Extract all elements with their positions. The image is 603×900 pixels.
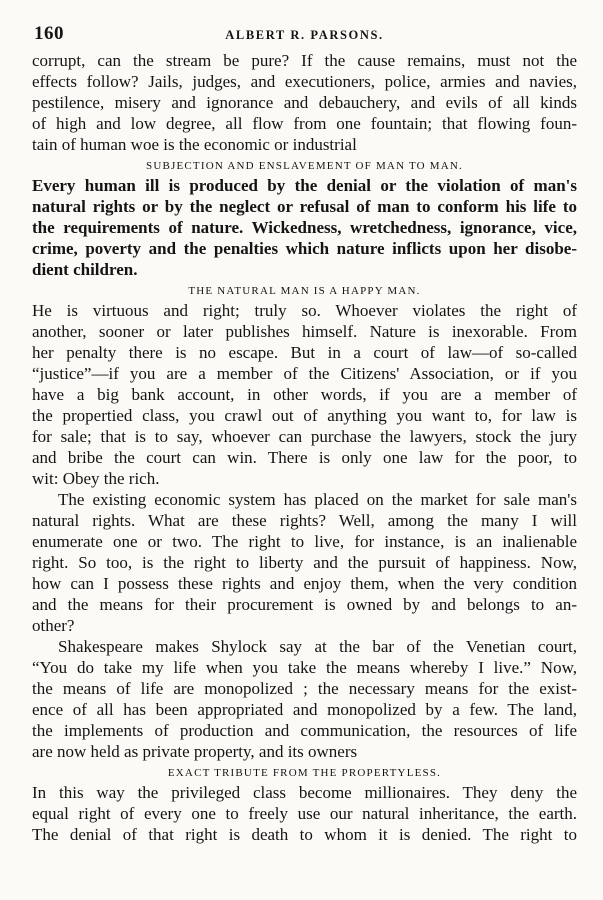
text-line: and the means for their procurement is owned by and belongs to an- bbox=[32, 595, 577, 614]
body-text bbox=[32, 50, 577, 845]
text-line: the propertied class, you crawl out of anything you want to, for law is bbox=[32, 406, 577, 425]
text-line: other? bbox=[32, 616, 75, 635]
text-line: “justice”—if you are a member of the Citizens' Association, or if you bbox=[32, 364, 577, 383]
text-line: are now held as private property, and its owners bbox=[32, 742, 358, 761]
text-line: for sale; that is to say, whoever can purchase the lawyers, stock the jury bbox=[32, 427, 577, 446]
text-line: her penalty there is no escape. But in a court of law—of so-called bbox=[32, 343, 577, 362]
text-line: pestilence, misery and ignorance and debauchery, and evils of all kinds bbox=[32, 93, 577, 112]
text-line: how can I possess these rights and enjoy them, when the very condition bbox=[32, 574, 577, 593]
text-line: the implements of production and communication, the resources of life bbox=[32, 721, 577, 740]
text-line: enumerate one or two. The right to live, for instance, is an inalienable bbox=[32, 532, 577, 551]
text-line: right. So too, is the right to liberty and the pursuit of happiness. Now, bbox=[32, 553, 577, 572]
text-line: effects follow? Jails, judges, and executioners, police, armies and navies, bbox=[32, 72, 577, 91]
text-line: the requirements of nature. Wickedness, wretchedness, ignorance, vice, bbox=[32, 218, 577, 237]
text-line: natural rights. What are these rights? Well, among the many I will bbox=[32, 511, 577, 530]
text-line: “You do take my life when you take the means whereby I live.” Now, bbox=[32, 658, 577, 677]
text-line: natural rights or by the neglect or refusal of man to conform his life to bbox=[32, 197, 577, 216]
running-head: ALBERT R. PARSONS. bbox=[225, 28, 384, 42]
text-line: He is virtuous and right; truly so. Whoever violates the right of bbox=[32, 301, 577, 320]
text-line: another, sooner or later publishes himself. Nature is inexorable. From bbox=[32, 322, 577, 341]
text-line: Shakespeare makes Shylock say at the bar of the Venetian court, bbox=[58, 637, 577, 656]
page-header bbox=[32, 0, 577, 50]
text-line: wit: Obey the rich. bbox=[32, 469, 160, 488]
section-subheading: SUBJECTION AND ENSLAVEMENT OF MAN TO MAN. bbox=[146, 160, 463, 172]
text-line: ence of all has been appropriated and monopolized by a few. The land, bbox=[32, 700, 577, 719]
text-line: have a big bank account, in other words, if you are a member of bbox=[32, 385, 577, 404]
text-line: the means of life are monopolized ; the necessary means for the exist- bbox=[32, 679, 577, 698]
section-subheading: EXACT TRIBUTE FROM THE PROPERTYLESS. bbox=[167, 767, 442, 779]
text-line: The existing economic system has placed on the market for sale man's bbox=[58, 490, 577, 509]
text-line: Every human ill is produced by the denial or the violation of man's bbox=[32, 176, 577, 195]
section-subheading: THE NATURAL MAN IS A HAPPY MAN. bbox=[188, 285, 421, 297]
text-line: In this way the privileged class become millionaires. They deny the bbox=[32, 783, 577, 802]
page-number: 160 bbox=[34, 23, 64, 44]
text-line: corrupt, can the stream be pure? If the cause remains, must not the bbox=[32, 51, 577, 70]
text-line: crime, poverty and the penalties which nature inflicts upon her disobe- bbox=[32, 239, 577, 258]
text-line: and bribe the court can win. There is only one law for the poor, to bbox=[32, 448, 577, 467]
text-line: The denial of that right is death to whom it is denied. The right to bbox=[32, 825, 577, 844]
text-line: equal right of every one to freely use our natural inheritance, the earth. bbox=[32, 804, 577, 823]
text-line: of high and low degree, all flow from one fountain; that flowing foun- bbox=[32, 114, 577, 133]
text-line: tain of human woe is the economic or industrial bbox=[32, 135, 357, 154]
text-line: dient children. bbox=[32, 260, 138, 279]
